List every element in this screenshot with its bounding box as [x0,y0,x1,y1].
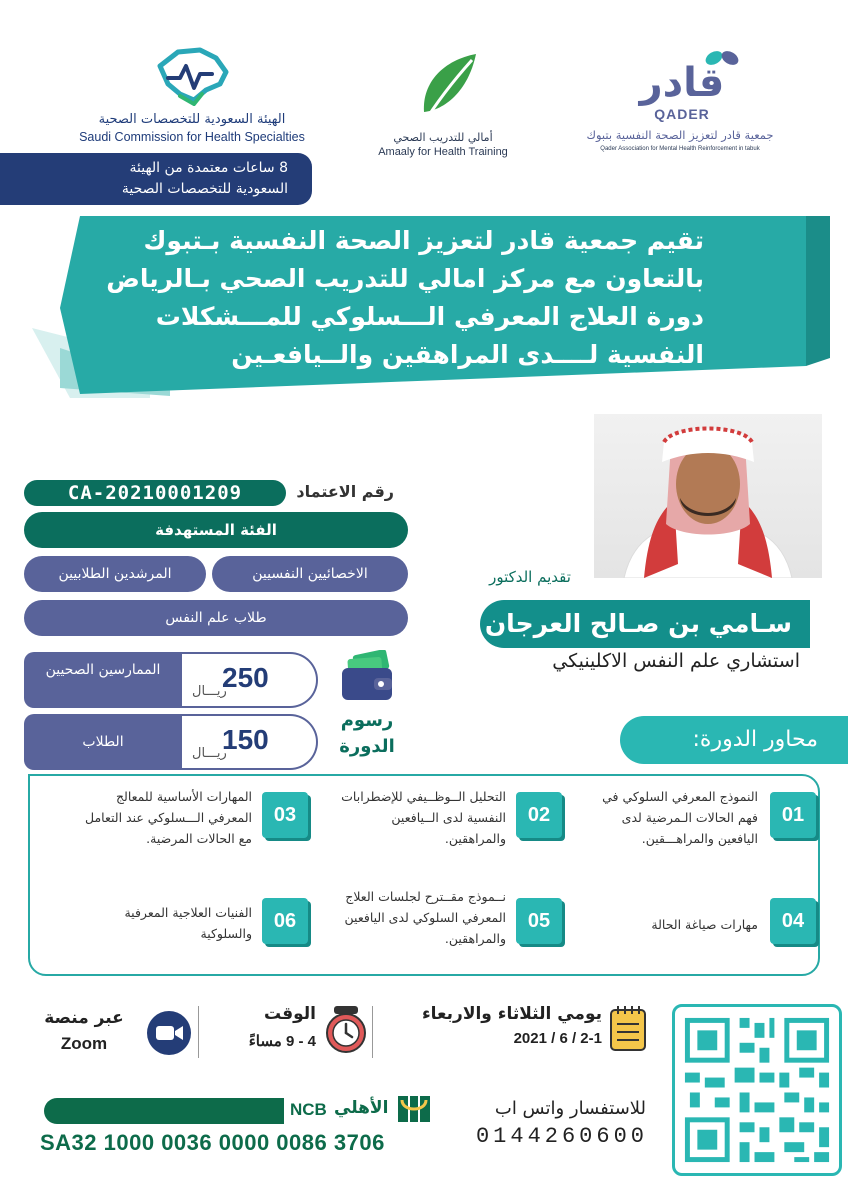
doctor-title: استشاري علم النفس الاكلينيكي [552,650,800,672]
axis-number-02: 02 [516,792,562,838]
schedule-dates: 2021 / 6 / 2-1 [513,1030,602,1047]
time-label: الوقت [264,1004,316,1024]
scfhs-logo [74,44,310,150]
banner-text [100,222,704,374]
scfhs-name-en: Saudi Commission for Health Specialties [79,130,305,144]
target-group-students: طلاب علم النفس [24,600,408,636]
target-group-counselors: المرشدين الطلابيين [24,556,206,592]
fee-currency-students: ريـــال [192,746,227,761]
bank-name-ar: الأهلي [334,1098,389,1118]
bank-iban: SA32 1000 0036 0000 0086 3706 [40,1130,385,1155]
accredited-hours-badge [0,153,312,205]
qr-code-pattern-icon [675,1007,839,1173]
fee-box-students [182,714,318,770]
qader-name-ar: جمعية قادر لتعزيز الصحة النفسية بتبوك [586,128,774,142]
qader-logo [580,46,780,158]
leaf-icon [414,52,484,128]
axis-number-06: 06 [262,898,308,944]
fees-title-line-2: الدورة [339,736,395,757]
fee-amount-students: 150 [222,724,269,755]
time-value: 4 - 9 مساءً [248,1033,316,1050]
qader-logo-en: QADER [654,106,710,122]
banner-line-1: تقيم جمعية قادر لتعزيز الصحة النفسية بـتبوك [143,226,704,255]
whatsapp-label: للاستفسار واتس اب [494,1098,646,1119]
calendar-notebook-icon [608,1004,648,1052]
axis-number-04: 04 [770,898,816,944]
qader-logo-ar: قادر [639,60,725,106]
qader-name-en: Qader Association for Mental Health Reinforcement in tabuk [600,146,760,152]
saudi-map-heartbeat-icon [150,44,236,106]
schedule-divider-1 [372,1006,373,1058]
fees-title-line-1: رسوم [340,710,394,731]
presenter-label: تقديم الدكتور [489,568,571,586]
bank-name-en: NCB [290,1100,327,1119]
axis-text-03: المهارات الأساسية للمعالج المعرفي الـــسلوكي عند التعامل مع الحالات المرضية. [85,789,252,846]
axis-number-01: 01 [770,792,816,838]
zoom-camera-icon [146,1010,192,1056]
fee-label-students: الطلاب [24,714,182,770]
amaaly-name-en: Amaaly for Health Training [378,146,508,158]
amaaly-name-ar: أمالي للتدريب الصحي [393,131,493,144]
doctor-portrait-icon [594,414,822,578]
fee-amount-practitioners: 250 [222,662,269,693]
target-audience-title: الفئة المستهدفة [24,512,408,548]
accreditation-label: رقم الاعتماد [296,482,394,501]
target-group-psychologists: الاخصائيين النفسيين [212,556,408,592]
whatsapp-number[interactable]: 0144260600 [475,1124,648,1149]
doctor-name: سـامي بن صـالح العرجان [484,609,792,638]
money-wallet-icon [340,650,396,704]
course-axes-title: محاور الدورة: [620,716,848,764]
amaaly-logo [370,52,516,162]
axis-text-01: النموذج المعرفي السلوكي في فهم الحالات الـمرضية لدى اليافعين والمراهـــقين. [602,789,758,846]
hours-line-2: السعودية للتخصصات الصحية [121,181,288,197]
hours-line-1: 8 ساعات معتمدة من الهيئة [129,160,288,176]
schedule-days: يومي الثلاثاء والاربعاء [421,1004,602,1024]
banner-line-4: النفسية لــــدى المراهقين والــيافعـين [231,340,704,369]
axis-number-03: 03 [262,792,308,838]
doctor-photo [594,414,822,578]
clock-icon [324,1006,368,1054]
qr-code[interactable] [672,1004,842,1176]
ncb-logo-icon [396,1092,432,1126]
axis-text-05: نــموذج مقــترح لجلسات العلاج المعرفي السلوكي لدى اليافعين والمراهقين. [344,889,506,946]
fees-title [326,708,408,760]
schedule-divider-2 [198,1006,199,1058]
platform-label: عبر منصة [44,1008,124,1028]
banner-line-2: بالتعاون مع مركز امالي للتدريب الصحي بـالرياض [106,264,704,293]
scfhs-name-ar: الهيئة السعودية للتخصصات الصحية [98,112,286,127]
fee-row-practitioners [24,652,318,708]
fee-row-students [24,714,318,770]
banner-line-3: دورة العلاج المعرفي الـــسلوكي للمـــشكلات [155,302,704,331]
fee-label-practitioners: الممارسين الصحيين [24,652,182,708]
axis-number-05: 05 [516,898,562,944]
axis-text-06: الفنيات العلاجية المعرفية والسلوكية [124,905,252,941]
bank-account-bar [44,1098,284,1124]
accreditation-number: CA-20210001209 [24,480,286,506]
fee-box-practitioners [182,652,318,708]
doctor-name-bar [480,600,810,648]
platform-value: Zoom [60,1034,108,1053]
fee-currency-practitioners: ريـــال [192,684,227,699]
axis-text-04: مهارات صياغة الحالة [651,917,758,932]
axis-text-02: التحليل الــوظــيفي للإضطرابات النفسية لدى الــيافعين والمراهقين. [341,789,506,846]
